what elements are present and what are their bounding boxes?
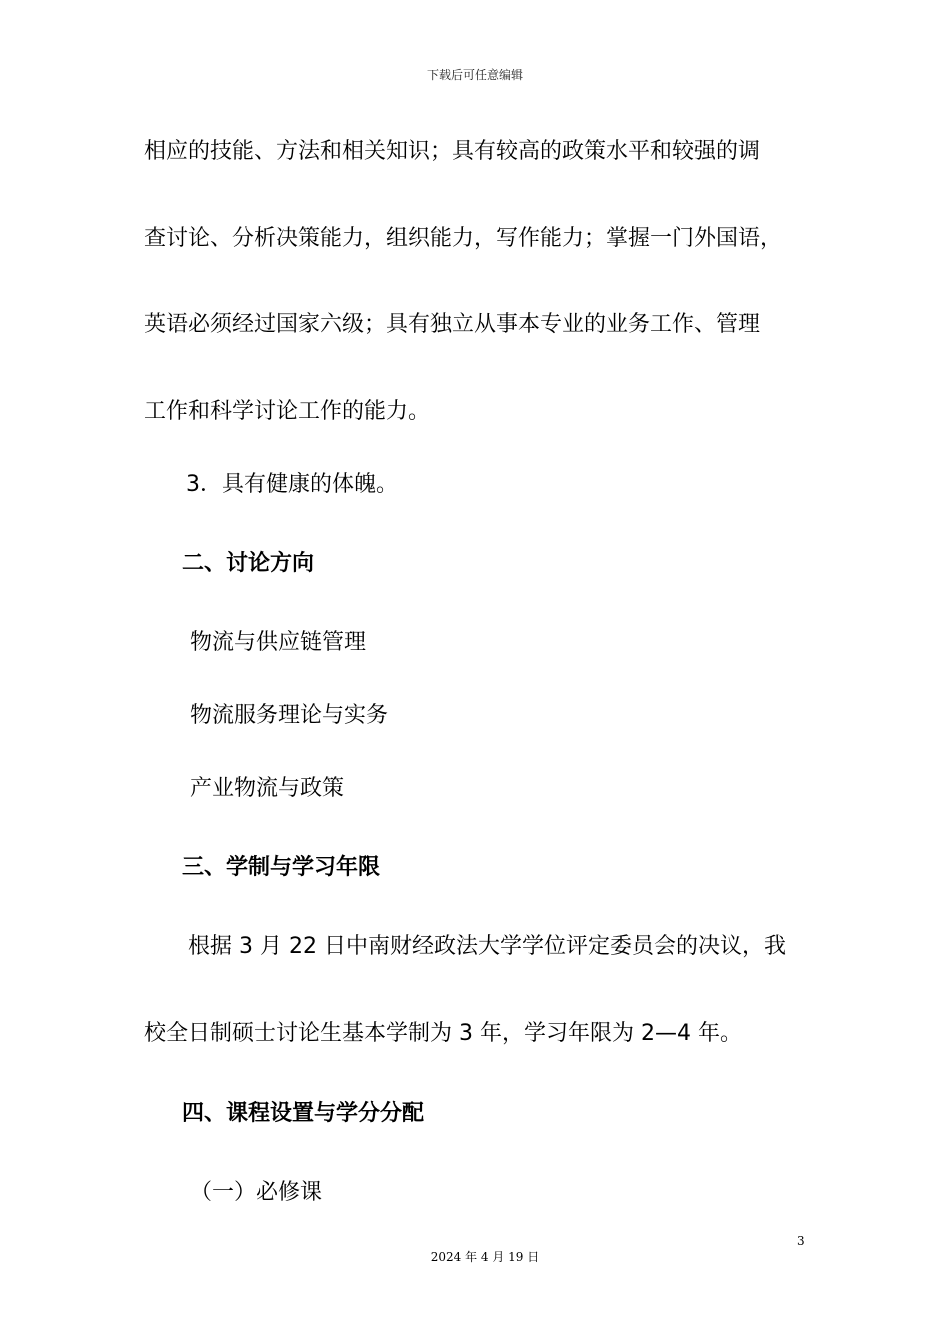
direction-item: 产业物流与政策 — [190, 776, 345, 801]
subsection-heading: （一）必修课 — [190, 1180, 323, 1205]
page-footer-date: 2024 年 4 月 19 日 — [430, 1250, 540, 1264]
section-heading-4: 四、课程设置与学分分配 — [182, 1101, 425, 1126]
page-header: 下载后可任意编辑 — [426, 68, 523, 82]
section-heading-3: 三、学制与学习年限 — [182, 855, 381, 880]
paragraph-line: 工作和科学讨论工作的能力。 — [144, 399, 431, 424]
page-number: 3 — [797, 1234, 805, 1248]
paragraph-line: 英语必须经过国家六级；具有独立从事本专业的业务工作、管理 — [144, 312, 761, 337]
paragraph-line: 相应的技能、方法和相关知识；具有较高的政策水平和较强的调 — [144, 139, 761, 164]
paragraph-line: 根据 3 月 22 日中南财经政法大学学位评定委员会的决议，我 — [188, 934, 786, 959]
section-heading-2: 二、讨论方向 — [182, 551, 315, 576]
list-item-3: 3．具有健康的体魄。 — [186, 472, 398, 497]
direction-item: 物流服务理论与实务 — [190, 703, 389, 728]
direction-item: 物流与供应链管理 — [190, 630, 367, 655]
paragraph-line: 查讨论、分析决策能力，组织能力，写作能力；掌握一门外国语， — [144, 226, 783, 251]
paragraph-line: 校全日制硕士讨论生基本学制为 3 年，学习年限为 2—4 年。 — [144, 1021, 742, 1046]
